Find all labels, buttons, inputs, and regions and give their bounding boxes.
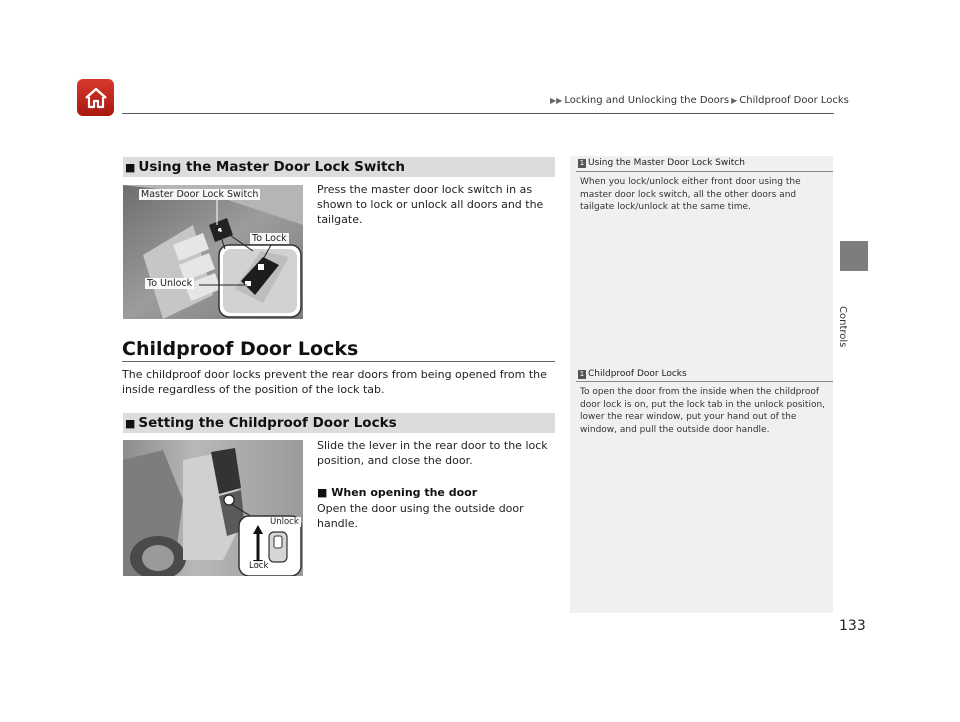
- childproof-section-bar: [123, 413, 555, 433]
- section-tab-label[interactable]: Controls: [837, 306, 848, 348]
- section-square-icon: ■: [125, 161, 136, 174]
- master-lock-switch-figure: [123, 185, 303, 319]
- rear-door-illustration: [123, 440, 303, 576]
- childproof-intro: The childproof door locks prevent the rear doors from being opened from the inside regardless of the position of the lock tab.: [122, 368, 547, 396]
- page-heading: Childproof Door Locks: [122, 338, 359, 360]
- note-marker-icon: 1: [579, 370, 585, 378]
- master-lock-instructions: Press the master door lock switch in as shown to lock or unlock all doors and the tailgate.: [317, 183, 544, 226]
- door-panel-illustration: [123, 185, 303, 319]
- breadcrumb-arrow-icon: ▶▶: [550, 96, 563, 105]
- notes-panel: [570, 156, 833, 613]
- fig-label-to-lock: To Lock: [252, 233, 287, 244]
- breadcrumb-current: Childproof Door Locks: [739, 95, 849, 106]
- note-text-childproof: To open the door from the inside when the childproof door lock is on, put the lock tab in the unlock position, lower the rear window, put your hand out of the window, and pull the outside door handle.: [580, 387, 826, 435]
- heading-divider: [122, 361, 555, 362]
- opening-door-subhead: [317, 486, 477, 499]
- breadcrumb-arrow-icon: ▶: [731, 96, 738, 105]
- breadcrumb: [548, 95, 849, 106]
- note-title-master-lock: [578, 158, 745, 168]
- fig-label-unlock: Unlock: [270, 517, 299, 527]
- note-marker-icon: 1: [579, 159, 585, 167]
- note-divider: [576, 381, 833, 382]
- fig-label-master-switch: Master Door Lock Switch: [141, 189, 259, 200]
- childproof-instructions: Slide the lever in the rear door to the lock position, and close the door.: [317, 439, 548, 467]
- subhead-square-icon: ■: [317, 486, 332, 499]
- header-divider: [122, 113, 834, 114]
- note-divider: [576, 171, 833, 172]
- childproof-section-title: Setting the Childproof Door Locks: [138, 415, 397, 431]
- home-button[interactable]: [77, 79, 114, 116]
- note-title-childproof: [578, 369, 687, 379]
- fig-label-lock: Lock: [249, 561, 269, 571]
- section-tab-marker: [840, 241, 868, 271]
- childproof-lock-figure: [123, 440, 303, 576]
- note-title-childproof-text: Childproof Door Locks: [588, 369, 687, 379]
- home-icon: [83, 86, 109, 110]
- opening-door-instructions: Open the door using the outside door handle.: [317, 502, 524, 530]
- section-square-icon: ■: [125, 417, 136, 430]
- breadcrumb-link-locking[interactable]: Locking and Unlocking the Doors: [564, 95, 730, 106]
- page-number: 133: [839, 618, 866, 634]
- master-lock-section-bar: [123, 157, 555, 177]
- fig-label-to-unlock: To Unlock: [147, 278, 193, 289]
- master-lock-section-title: Using the Master Door Lock Switch: [138, 159, 406, 175]
- note-text-master-lock: When you lock/unlock either front door using the master door lock switch, all the other doors and tailgate lock/unlock at the same time.: [580, 177, 801, 213]
- note-title-master-lock-text: Using the Master Door Lock Switch: [588, 158, 745, 168]
- opening-door-subhead-text: When opening the door: [331, 486, 478, 499]
